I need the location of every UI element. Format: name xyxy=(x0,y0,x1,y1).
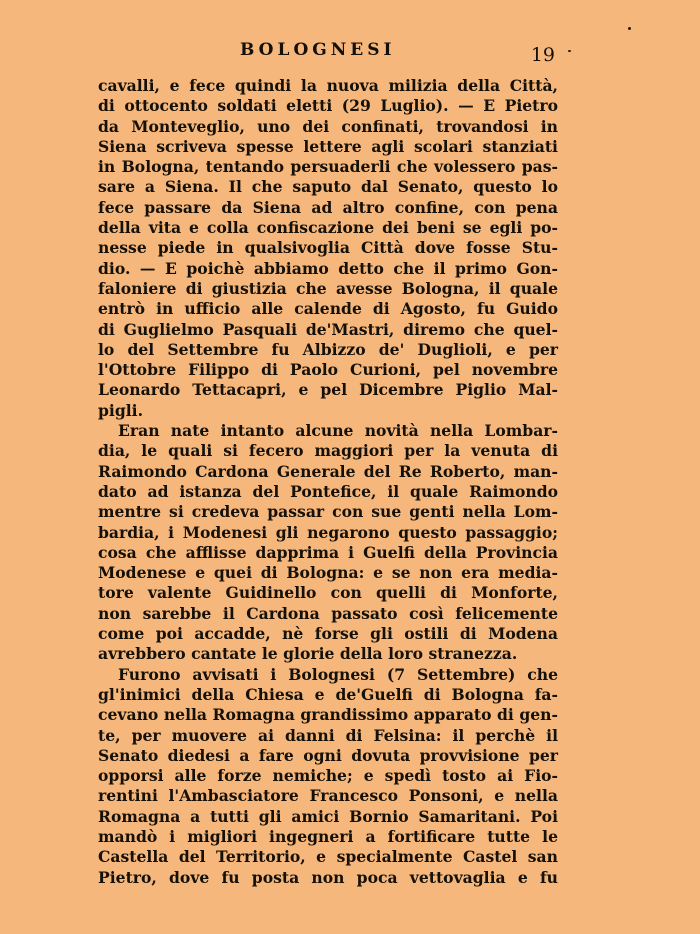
page-number: 19 xyxy=(530,44,555,66)
text-line: fece passare da Siena ad altro confine, con pena xyxy=(98,197,558,217)
text-line: di Guglielmo Pasquali de'Mastri, diremo che quel- xyxy=(98,319,558,339)
text-line: entrò in ufficio alle calende di Agosto, fu Guido xyxy=(98,299,558,319)
paper-speck xyxy=(568,50,571,52)
text-line: dia, le quali si fecero maggiori per la venuta di xyxy=(98,441,558,461)
text-line: cavalli, e fece quindi la nuova milizia della Città, xyxy=(98,76,558,95)
text-line: cosa che afflisse dapprima i Guelfi della Provincia xyxy=(98,542,558,562)
text-line: da Monteveglio, uno dei confinati, trovandosi in xyxy=(98,116,558,136)
text-line: Eran nate intanto alcune novità nella Lombar- xyxy=(118,421,558,441)
text-line: Siena scriveva spesse lettere agli scolari stanziati xyxy=(98,136,558,156)
text-line: Furono avvisati i Bolognesi (7 Settembre) che xyxy=(118,664,558,684)
text-line: Romagna a tutti gli amici Bornio Samaritani. Poi xyxy=(98,806,558,826)
text-line: Pietro, dove fu posta non poca vettovaglia e fu xyxy=(98,867,558,887)
text-line: l'Ottobre Filippo di Paolo Curioni, pel novembre xyxy=(98,360,558,380)
text-line: opporsi alle forze nemiche; e spedì tosto ai Fio- xyxy=(98,766,558,786)
text-line: pigli. xyxy=(98,400,144,420)
text-line: avrebbero cantate le glorie della loro stranezza. xyxy=(98,644,518,664)
body-text xyxy=(98,76,558,888)
text-line: Castella del Territorio, e specialmente Castel san xyxy=(98,847,558,867)
text-line: in Bologna, tentando persuaderli che volessero pas- xyxy=(98,157,558,177)
text-line: mandò i migliori ingegneri a fortificare tutte le xyxy=(98,826,558,846)
text-line: rentini l'Ambasciatore Francesco Ponsoni, e nella xyxy=(98,786,558,806)
text-line: nesse piede in qualsivoglia Città dove fosse Stu- xyxy=(98,238,558,258)
text-line: di ottocento soldati eletti (29 Luglio). — E Pietro xyxy=(98,96,558,116)
running-header xyxy=(100,40,555,70)
text-line: dio. — E poichè abbiamo detto che il primo Gon- xyxy=(98,258,558,278)
text-line: Leonardo Tettacapri, e pel Dicembre Piglio Mal- xyxy=(98,380,558,400)
text-line: mentre si credeva passar con sue genti nella Lom- xyxy=(98,502,558,522)
text-line: bardia, i Modenesi gli negarono questo passaggio; xyxy=(98,522,558,542)
text-line: cevano nella Romagna grandissimo apparato di gen- xyxy=(98,705,558,725)
text-line: Modenese e quei di Bologna: e se non era media- xyxy=(98,563,558,583)
text-line: Raimondo Cardona Generale del Re Roberto, man- xyxy=(98,461,558,481)
text-line: dato ad istanza del Pontefice, il quale Raimondo xyxy=(98,481,558,501)
running-title: BOLOGNESI xyxy=(240,40,396,60)
text-line: non sarebbe il Cardona passato così felicemente xyxy=(98,603,558,623)
text-line: faloniere di giustizia che avesse Bologna, il quale xyxy=(98,278,558,298)
text-line: sare a Siena. Il che saputo dal Senato, questo lo xyxy=(98,177,558,197)
text-line: te, per muovere ai danni di Felsina: il perchè il xyxy=(98,725,558,745)
text-line: Senato diedesi a fare ogni dovuta provvisione per xyxy=(98,745,558,765)
text-line: come poi accadde, nè forse gli ostili di Modena xyxy=(98,624,558,644)
text-line: lo del Settembre fu Albizzo de' Duglioli, e per xyxy=(98,339,558,359)
paper-speck xyxy=(628,27,631,30)
text-line: tore valente Guidinello con quelli di Monforte, xyxy=(98,583,558,603)
text-line: gl'inimici della Chiesa e de'Guelfi di Bologna fa- xyxy=(98,684,558,704)
text-line: della vita e colla confiscazione dei beni se egli po- xyxy=(98,218,558,238)
